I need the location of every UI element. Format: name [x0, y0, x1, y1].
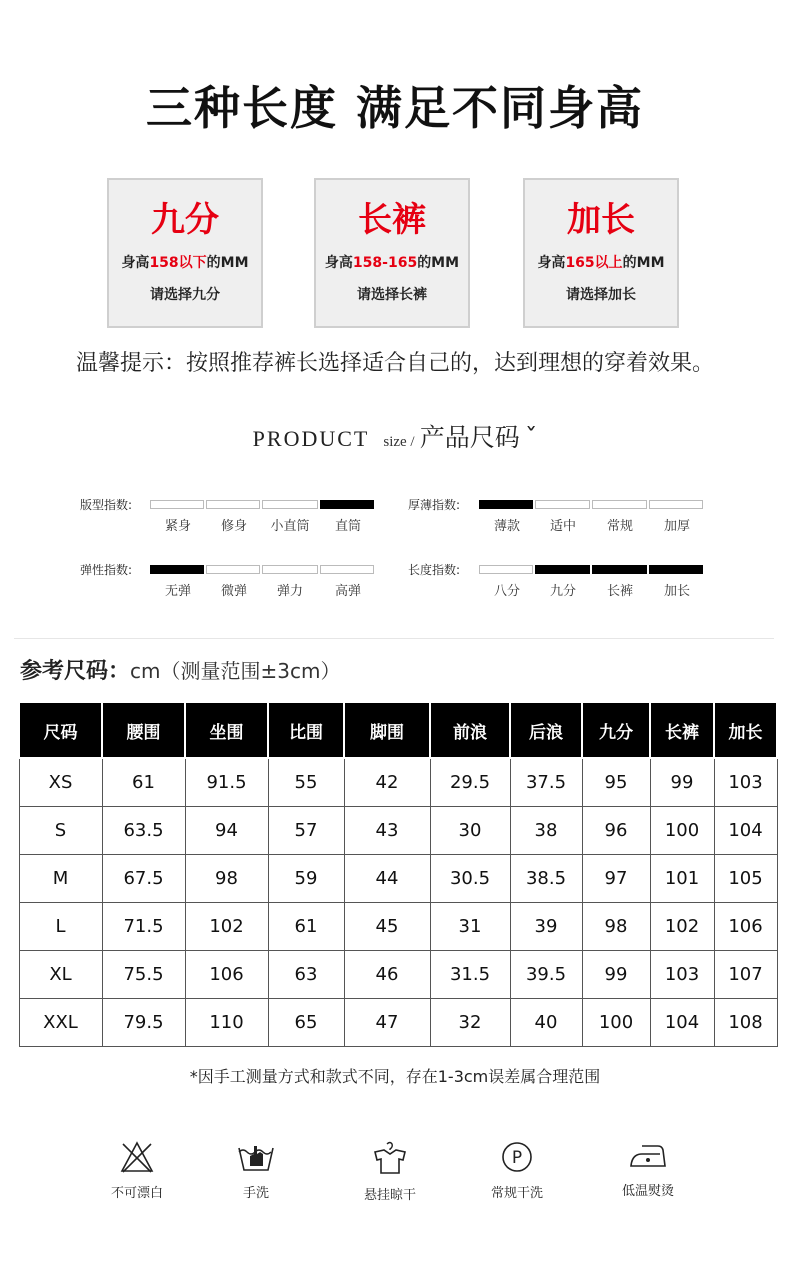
check-mark-icon: ˇ — [524, 423, 538, 452]
table-cell: 102 — [650, 903, 714, 951]
hand-wash-icon — [236, 1140, 276, 1174]
index-bar — [320, 565, 374, 574]
table-cell: 29.5 — [430, 758, 510, 807]
table-header-cell: 腰围 — [102, 702, 185, 758]
table-header-cell: 比围 — [268, 702, 344, 758]
length-card-choose: 请选择加长 — [566, 287, 636, 303]
table-row — [19, 855, 777, 903]
size-label-cell: M — [19, 855, 102, 903]
size-label-cell: S — [19, 807, 102, 855]
index-bar-selected — [150, 565, 204, 574]
table-cell: 71.5 — [102, 903, 185, 951]
table-cell: 100 — [650, 807, 714, 855]
index-bar-selected — [320, 500, 374, 509]
table-cell: 103 — [714, 758, 777, 807]
table-cell: 37.5 — [510, 758, 582, 807]
length-card-jiachang — [523, 178, 679, 328]
measurement-note: *因手工测量方式和款式不同，存在1-3cm误差属合理范围 — [189, 1067, 601, 1086]
index-option: 弹力 — [276, 584, 303, 599]
care-no-bleach — [87, 1140, 187, 1201]
table-row — [19, 807, 777, 855]
length-card-title: 加长 — [567, 200, 635, 240]
table-cell: 43 — [344, 807, 430, 855]
table-row — [19, 951, 777, 999]
table-cell: 59 — [268, 855, 344, 903]
index-bar — [535, 500, 590, 509]
section-divider — [14, 638, 774, 639]
table-cell: 100 — [582, 999, 650, 1047]
table-cell: 65 — [268, 999, 344, 1047]
size-label-cell: XS — [19, 758, 102, 807]
table-cell: 95 — [582, 758, 650, 807]
table-cell: 38 — [510, 807, 582, 855]
table-cell: 61 — [102, 758, 185, 807]
table-header-cell: 九分 — [582, 702, 650, 758]
length-card-height: 身高158以下的MM — [121, 255, 249, 271]
table-cell: 94 — [185, 807, 268, 855]
table-cell: 63 — [268, 951, 344, 999]
index-option: 紧身 — [164, 519, 191, 534]
table-cell: 102 — [185, 903, 268, 951]
length-card-changku — [314, 178, 470, 328]
hang-dry-icon — [371, 1140, 409, 1176]
low-iron-icon — [628, 1140, 668, 1172]
table-cell: 98 — [582, 903, 650, 951]
no-bleach-icon — [119, 1140, 155, 1174]
index-option: 高弹 — [334, 584, 361, 599]
index-option: 薄款 — [493, 519, 520, 534]
tip-text: 温馨提示：按照推荐裤长选择适合自己的，达到理想的穿着效果。 — [75, 351, 714, 376]
index-bar — [262, 500, 318, 509]
table-header-cell: 前浪 — [430, 702, 510, 758]
length-card-height: 身高158-165的MM — [324, 255, 460, 271]
index-option: 修身 — [220, 519, 247, 534]
table-cell: 38.5 — [510, 855, 582, 903]
length-card-jiufen — [107, 178, 263, 328]
table-header-cell: 尺码 — [19, 702, 102, 758]
index-bar — [479, 565, 533, 574]
table-cell: 106 — [714, 903, 777, 951]
table-cell: 31 — [430, 903, 510, 951]
index-option: 长裤 — [606, 584, 633, 599]
table-cell: 30.5 — [430, 855, 510, 903]
table-cell: 63.5 — [102, 807, 185, 855]
index-option: 加长 — [663, 584, 690, 599]
table-cell: 67.5 — [102, 855, 185, 903]
table-cell: 31.5 — [430, 951, 510, 999]
table-cell: 44 — [344, 855, 430, 903]
product-en: PRODUCT — [252, 426, 370, 451]
table-header-cell: 加长 — [714, 702, 777, 758]
product-size-label: size / — [383, 434, 415, 450]
index-option: 微弹 — [220, 584, 247, 599]
index-label-fit: 版型指数: — [80, 498, 133, 512]
table-cell: 45 — [344, 903, 430, 951]
size-label-cell: XXL — [19, 999, 102, 1047]
length-card-title: 长裤 — [358, 200, 426, 240]
table-cell: 106 — [185, 951, 268, 999]
index-bar-selected — [535, 565, 590, 574]
care-hand-wash — [206, 1140, 306, 1201]
table-cell: 32 — [430, 999, 510, 1047]
table-header-cell: 脚围 — [344, 702, 430, 758]
product-size-header — [0, 418, 790, 454]
table-cell: 107 — [714, 951, 777, 999]
table-header-cell: 坐围 — [185, 702, 268, 758]
table-header-row — [19, 702, 777, 758]
table-cell: 46 — [344, 951, 430, 999]
table-cell: 104 — [714, 807, 777, 855]
index-option: 八分 — [493, 584, 520, 599]
size-label-cell: XL — [19, 951, 102, 999]
length-card-height: 身高165以上的MM — [537, 255, 665, 271]
table-cell: 98 — [185, 855, 268, 903]
dry-clean-icon — [500, 1140, 534, 1174]
table-cell: 104 — [650, 999, 714, 1047]
care-dry-clean — [467, 1140, 567, 1201]
table-cell: 110 — [185, 999, 268, 1047]
index-label-thickness: 厚薄指数: — [408, 498, 461, 512]
table-cell: 99 — [582, 951, 650, 999]
page-title: 三种长度 满足不同身高 — [145, 81, 644, 135]
care-hang-dry — [340, 1140, 440, 1203]
index-option: 小直筒 — [270, 519, 310, 534]
index-label-length: 长度指数: — [408, 563, 461, 577]
table-cell: 39.5 — [510, 951, 582, 999]
index-bar — [592, 500, 647, 509]
table-cell: 40 — [510, 999, 582, 1047]
table-cell: 101 — [650, 855, 714, 903]
care-label: 低温熨烫 — [621, 1184, 674, 1199]
table-cell: 91.5 — [185, 758, 268, 807]
table-cell: 39 — [510, 903, 582, 951]
dry-clean-symbol: P — [511, 1148, 523, 1168]
index-option: 直筒 — [334, 519, 361, 534]
length-card-choose: 请选择九分 — [150, 287, 220, 303]
table-cell: 47 — [344, 999, 430, 1047]
table-cell: 75.5 — [102, 951, 185, 999]
table-cell: 96 — [582, 807, 650, 855]
table-header-cell: 长裤 — [650, 702, 714, 758]
index-option: 无弹 — [164, 584, 191, 599]
index-bar — [262, 565, 318, 574]
length-card-title: 九分 — [151, 200, 219, 240]
table-row — [19, 903, 777, 951]
index-bar — [150, 500, 204, 509]
reference-size-title: 参考尺码：cm（测量范围±3cm） — [20, 659, 341, 684]
table-cell: 99 — [650, 758, 714, 807]
table-cell: 61 — [268, 903, 344, 951]
table-row — [19, 758, 777, 807]
care-low-iron — [598, 1140, 698, 1199]
care-label: 常规干洗 — [490, 1186, 543, 1201]
index-bar — [649, 500, 703, 509]
table-cell: 55 — [268, 758, 344, 807]
index-option: 加厚 — [663, 519, 690, 534]
index-option: 适中 — [549, 519, 576, 534]
care-label: 手洗 — [242, 1186, 269, 1201]
table-cell: 105 — [714, 855, 777, 903]
care-label: 不可漂白 — [110, 1186, 163, 1201]
index-option: 常规 — [606, 519, 633, 534]
index-bar — [206, 500, 260, 509]
table-cell: 57 — [268, 807, 344, 855]
index-bar-selected — [592, 565, 647, 574]
table-header-cell: 后浪 — [510, 702, 582, 758]
index-bar — [206, 565, 260, 574]
table-cell: 103 — [650, 951, 714, 999]
care-label: 悬挂晾干 — [363, 1188, 416, 1203]
index-bar-selected — [479, 500, 533, 509]
size-table — [18, 701, 778, 1047]
index-bar-selected — [649, 565, 703, 574]
index-label-elasticity: 弹性指数: — [80, 563, 133, 577]
index-option: 九分 — [549, 584, 576, 599]
table-cell: 42 — [344, 758, 430, 807]
table-cell: 97 — [582, 855, 650, 903]
table-cell: 30 — [430, 807, 510, 855]
product-cn: 产品尺码 — [419, 423, 520, 452]
table-cell: 79.5 — [102, 999, 185, 1047]
length-card-choose: 请选择长裤 — [357, 287, 427, 303]
table-cell: 108 — [714, 999, 777, 1047]
table-row — [19, 999, 777, 1047]
size-label-cell: L — [19, 903, 102, 951]
